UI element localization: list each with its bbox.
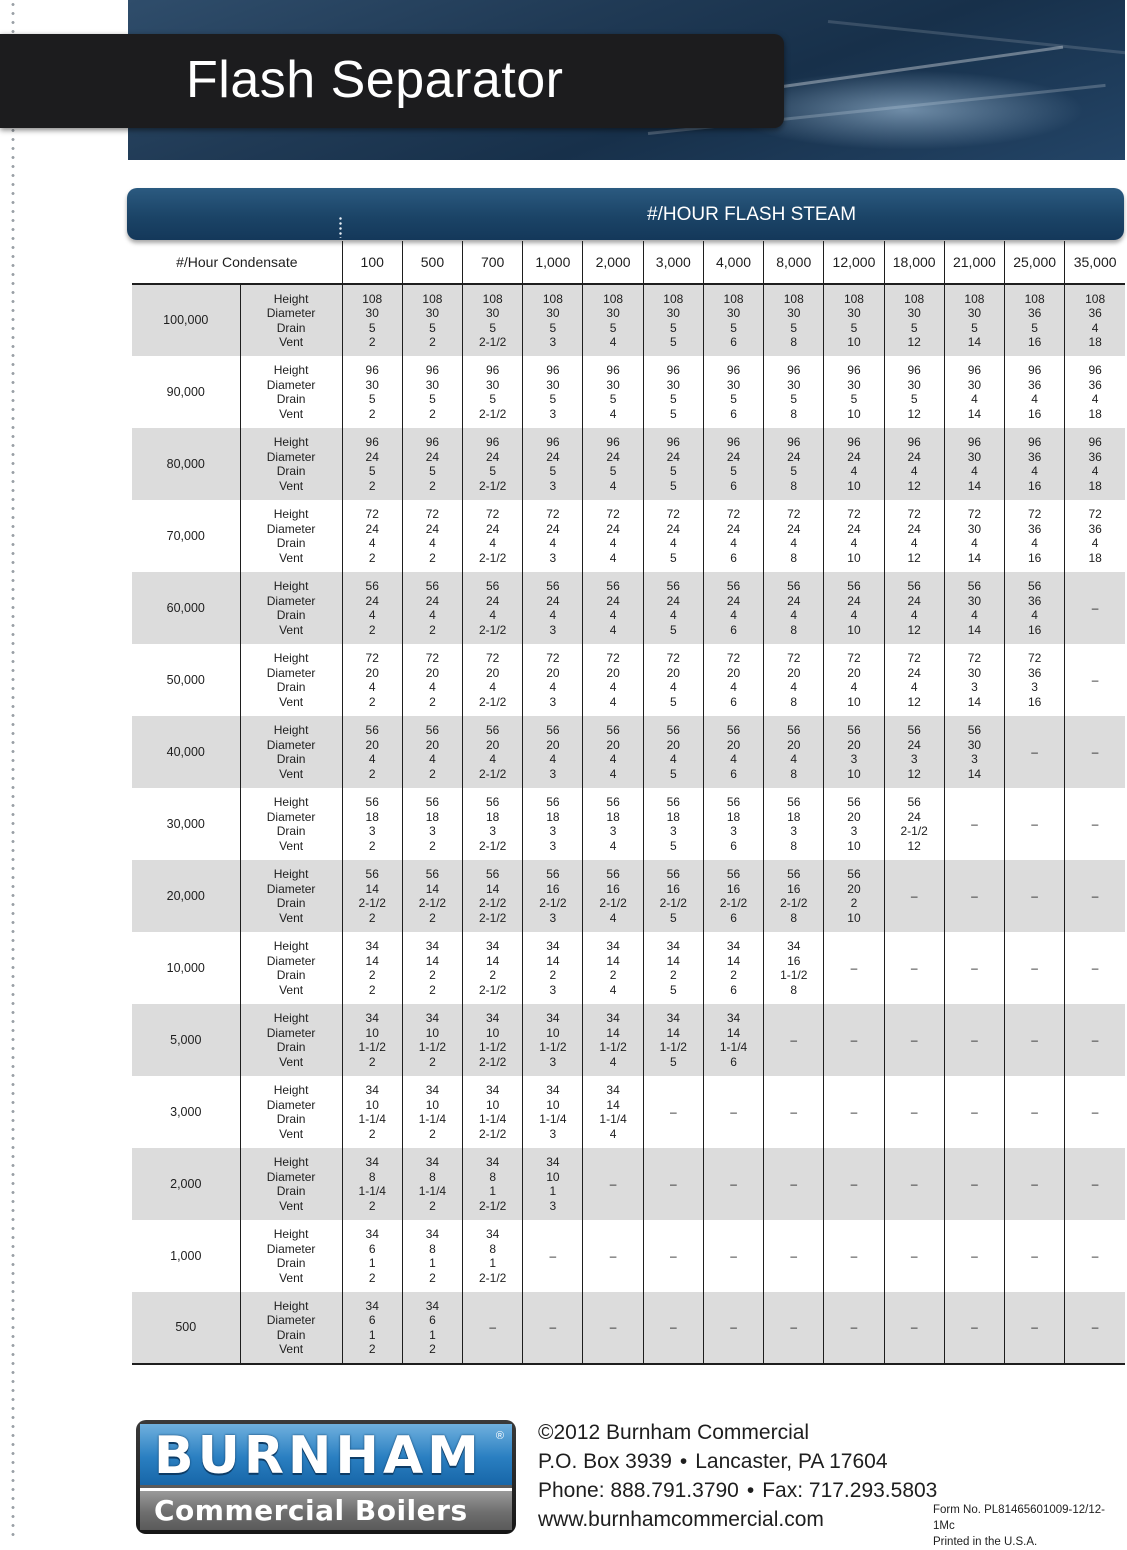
flash-steam-header-band: [127, 188, 1124, 240]
steam-column-header: 500: [402, 241, 462, 284]
table-cell: 96 24 5 6: [703, 428, 763, 500]
steam-column-header: 1,000: [523, 241, 583, 284]
attribute-labels: Height Diameter Drain Vent: [240, 572, 342, 644]
table-cell: –: [944, 1004, 1004, 1076]
table-cell: 96 36 4 18: [1065, 356, 1125, 428]
table-row: [132, 644, 1125, 716]
attribute-labels: Height Diameter Drain Vent: [240, 1004, 342, 1076]
table-cell: 34 14 1-1/4 4: [583, 1076, 643, 1148]
table-cell: 56 24 4 12: [884, 572, 944, 644]
table-cell: –: [824, 1220, 884, 1292]
condensate-value: 40,000: [132, 716, 240, 788]
table-cell: 56 20 4 8: [764, 716, 824, 788]
table-cell: 34 8 1 2-1/2: [463, 1148, 523, 1220]
table-cell: 108 30 5 12: [884, 284, 944, 356]
table-cell: 56 18 3 6: [703, 788, 763, 860]
steam-column-header: 100: [342, 241, 402, 284]
table-cell: 96 36 4 16: [1005, 428, 1065, 500]
table-cell: –: [1065, 644, 1125, 716]
attribute-labels: Height Diameter Drain Vent: [240, 788, 342, 860]
table-cell: 56 24 4 2: [342, 572, 402, 644]
header-dots: [339, 216, 342, 238]
table-cell: 96 24 5 2: [342, 428, 402, 500]
table-cell: 96 24 5 2-1/2: [463, 428, 523, 500]
table-cell: –: [944, 860, 1004, 932]
table-cell: 72 36 4 18: [1065, 500, 1125, 572]
table-cell: 72 20 4 3: [523, 644, 583, 716]
table-cell: 96 30 5 8: [764, 356, 824, 428]
table-cell: 72 24 4 6: [703, 500, 763, 572]
table-row: [132, 1004, 1125, 1076]
table-cell: –: [944, 1220, 1004, 1292]
table-cell: 72 20 4 6: [703, 644, 763, 716]
table-cell: 56 18 3 2: [342, 788, 402, 860]
table-cell: 56 16 2-1/2 8: [764, 860, 824, 932]
table-row: [132, 1292, 1125, 1364]
table-cell: 96 36 4 16: [1005, 356, 1065, 428]
table-cell: 34 6 1 2: [342, 1220, 402, 1292]
phone-line: [538, 1476, 937, 1505]
table-cell: –: [583, 1292, 643, 1364]
table-cell: 56 20 3 10: [824, 716, 884, 788]
condensate-value: 3,000: [170, 1104, 202, 1119]
table-cell: 56 24 4 5: [643, 572, 703, 644]
table-cell: 34 10 1-1/2 3: [523, 1004, 583, 1076]
table-cell: 34 10 1-1/2 2: [342, 1004, 402, 1076]
table-row: [132, 932, 1125, 1004]
table-row: [132, 860, 1125, 932]
logo-brand-text: BURNHAM: [154, 1426, 483, 1486]
table-cell: –: [1005, 860, 1065, 932]
steam-column-header: 2,000: [583, 241, 643, 284]
table-cell: –: [884, 1004, 944, 1076]
steam-column-header: 35,000: [1065, 241, 1125, 284]
table-cell: –: [1065, 932, 1125, 1004]
table-cell: 72 20 4 10: [824, 644, 884, 716]
table-cell: 72 36 4 16: [1005, 500, 1065, 572]
table-cell: 56 20 4 5: [643, 716, 703, 788]
table-cell: –: [1005, 1076, 1065, 1148]
table-cell: 96 30 5 6: [703, 356, 763, 428]
table-cell: –: [824, 932, 884, 1004]
table-cell: 56 20 2 10: [824, 860, 884, 932]
condensate-value: 5,000: [132, 1004, 240, 1076]
table-cell: 96 24 5 3: [523, 428, 583, 500]
attribute-labels: Height Diameter Drain Vent: [240, 428, 342, 500]
table-cell: 56 30 3 14: [944, 716, 1004, 788]
dotted-margin-line: [10, 0, 16, 1537]
table-cell: 96 24 5 5: [643, 428, 703, 500]
table-cell: 56 30 4 14: [944, 572, 1004, 644]
flash-steam-label: #/HOUR FLASH STEAM: [647, 204, 857, 225]
table-row: [132, 500, 1125, 572]
table-cell: 108 30 5 5: [643, 284, 703, 356]
table-cell: 72 20 4 2: [402, 644, 462, 716]
table-cell: 56 20 4 2-1/2: [463, 716, 523, 788]
table-cell: 72 20 4 8: [764, 644, 824, 716]
table-cell: 56 16 2-1/2 6: [703, 860, 763, 932]
table-cell: –: [1065, 1292, 1125, 1364]
table-cell: 96 24 4 12: [884, 428, 944, 500]
table-row: [132, 356, 1125, 428]
separator-dot: •: [746, 1479, 755, 1502]
table-header-row: [132, 241, 1125, 284]
table-cell: –: [944, 1148, 1004, 1220]
table-cell: 34 8 1-1/4 2: [402, 1148, 462, 1220]
table-cell: –: [1005, 1220, 1065, 1292]
condensate-value: 2,000: [132, 1148, 240, 1220]
table-cell: 56 18 3 8: [764, 788, 824, 860]
condensate-value: 60,000: [132, 572, 240, 644]
table-cell: –: [944, 788, 1004, 860]
table-cell: 34 6 1 2: [342, 1292, 402, 1364]
table-cell: –: [703, 1076, 763, 1148]
condensate-value: 80,000: [132, 428, 240, 500]
steam-column-header: 3,000: [643, 241, 703, 284]
table-cell: 34 6 1 2: [402, 1292, 462, 1364]
table-cell: 34 14 1-1/2 5: [643, 1004, 703, 1076]
table-cell: 96 30 4 14: [944, 356, 1004, 428]
steam-column-header: 8,000: [764, 241, 824, 284]
table-cell: 96 30 5 10: [824, 356, 884, 428]
table-row: [132, 284, 1125, 356]
table-cell: –: [1005, 1292, 1065, 1364]
table-cell: –: [703, 1148, 763, 1220]
condensate-value: 70,000: [166, 528, 205, 543]
table-cell: 108 36 5 16: [1005, 284, 1065, 356]
table-cell: 34 10 1-1/4 2: [402, 1076, 462, 1148]
table-cell: 72 20 4 4: [583, 644, 643, 716]
page-title: Flash Separator: [186, 51, 564, 109]
table-cell: 34 10 1-1/4 2-1/2: [463, 1076, 523, 1148]
table-cell: 96 30 5 4: [583, 356, 643, 428]
table-cell: –: [583, 1220, 643, 1292]
table-cell: –: [944, 932, 1004, 1004]
table-cell: 56 16 2-1/2 4: [583, 860, 643, 932]
table-cell: 56 20 4 4: [583, 716, 643, 788]
table-cell: 96 30 5 12: [884, 356, 944, 428]
table-cell: 108 30 5 4: [583, 284, 643, 356]
table-cell: 56 24 2-1/2 12: [884, 788, 944, 860]
steam-column-header: 4,000: [703, 241, 763, 284]
sizing-table: [132, 241, 1125, 1365]
table-cell: –: [764, 1076, 824, 1148]
condensate-value: 90,000: [166, 384, 205, 399]
table-cell: 72 36 3 16: [1005, 644, 1065, 716]
table-cell: 56 20 4 2: [342, 716, 402, 788]
steam-column-header: 25,000: [1005, 241, 1065, 284]
table-cell: 34 8 1 2: [402, 1220, 462, 1292]
table-cell: 72 24 4 2-1/2: [463, 500, 523, 572]
table-cell: 56 24 4 2-1/2: [463, 572, 523, 644]
table-row: [132, 1076, 1125, 1148]
table-cell: 34 14 2 2: [342, 932, 402, 1004]
table-cell: 34 14 1-1/4 6: [703, 1004, 763, 1076]
condensate-value: 100,000: [132, 284, 240, 356]
condensate-value: 20,000: [132, 860, 240, 932]
table-cell: 34 14 2 5: [643, 932, 703, 1004]
attribute-labels: Height Diameter Drain Vent: [240, 716, 342, 788]
table-cell: 56 20 4 3: [523, 716, 583, 788]
attribute-labels: Height Diameter Drain Vent: [240, 1076, 342, 1148]
table-row: [132, 1148, 1125, 1220]
table-cell: –: [944, 1292, 1004, 1364]
condensate-value: 1,000: [170, 1248, 202, 1263]
table-cell: 56 18 3 3: [523, 788, 583, 860]
table-cell: –: [643, 1220, 703, 1292]
table-cell: –: [884, 1292, 944, 1364]
table-cell: 96 30 5 3: [523, 356, 583, 428]
table-cell: –: [1065, 1004, 1125, 1076]
table-cell: 96 24 5 2: [402, 428, 462, 500]
table-cell: –: [1005, 788, 1065, 860]
table-cell: 56 14 2-1/2 2-1/2: [463, 860, 523, 932]
table-cell: 34 10 1-1/2 2: [402, 1004, 462, 1076]
table-cell: –: [884, 860, 944, 932]
table-cell: 96 30 5 2-1/2: [463, 356, 523, 428]
table-cell: 56 24 4 3: [523, 572, 583, 644]
city: Lancaster, PA 17604: [695, 1450, 888, 1473]
table-cell: –: [884, 1148, 944, 1220]
attribute-labels: Height Diameter Drain Vent: [240, 284, 342, 356]
table-cell: 34 14 2 2-1/2: [463, 932, 523, 1004]
po-box: P.O. Box 3939: [538, 1450, 672, 1473]
table-cell: 96 30 5 2: [342, 356, 402, 428]
table-cell: –: [523, 1292, 583, 1364]
table-cell: 34 10 1 3: [523, 1148, 583, 1220]
table-cell: 34 10 1-1/4 2: [342, 1076, 402, 1148]
table-cell: 56 18 3 2-1/2: [463, 788, 523, 860]
table-cell: –: [884, 932, 944, 1004]
title-tab: [0, 34, 784, 128]
table-cell: 72 24 4 12: [884, 500, 944, 572]
table-row: [132, 572, 1125, 644]
table-cell: 56 20 3 10: [824, 788, 884, 860]
attribute-labels: Height Diameter Drain Vent: [240, 860, 342, 932]
table-cell: 108 36 4 18: [1065, 284, 1125, 356]
table-cell: 96 24 5 4: [583, 428, 643, 500]
printed-in: Printed in the U.S.A.: [933, 1536, 1038, 1548]
table-cell: 96 24 4 10: [824, 428, 884, 500]
condensate-value: 500: [132, 1292, 240, 1364]
table-cell: 56 14 2-1/2 2: [402, 860, 462, 932]
table-cell: 72 24 4 10: [824, 500, 884, 572]
table-cell: –: [884, 1220, 944, 1292]
condensate-value: 10,000: [166, 960, 205, 975]
table-cell: 34 8 1 2-1/2: [463, 1220, 523, 1292]
attribute-labels: Height Diameter Drain Vent: [240, 1148, 342, 1220]
table-cell: 56 24 4 10: [824, 572, 884, 644]
steam-column-header: 12,000: [824, 241, 884, 284]
table-cell: 72 20 4 2-1/2: [463, 644, 523, 716]
table-row: [132, 428, 1125, 500]
table-cell: 96 36 4 18: [1065, 428, 1125, 500]
condensate-value: 30,000: [166, 816, 205, 831]
table-cell: 56 24 4 2: [402, 572, 462, 644]
table-cell: 56 24 4 8: [764, 572, 824, 644]
steam-column-header: 700: [463, 241, 523, 284]
table-cell: 34 14 2 6: [703, 932, 763, 1004]
table-cell: 72 24 4 3: [523, 500, 583, 572]
table-row: [132, 788, 1125, 860]
attribute-labels: Height Diameter Drain Vent: [240, 500, 342, 572]
form-number-block: [933, 1502, 1125, 1550]
table-cell: –: [884, 1076, 944, 1148]
table-row: [132, 716, 1125, 788]
table-cell: 56 20 4 2: [402, 716, 462, 788]
form-number: Form No. PL81465601009-12/12-1Mc: [933, 1504, 1105, 1532]
table-cell: 56 24 4 4: [583, 572, 643, 644]
table-cell: 56 24 4 6: [703, 572, 763, 644]
table-cell: 72 30 4 14: [944, 500, 1004, 572]
table-cell: –: [1065, 860, 1125, 932]
table-cell: 34 14 1-1/2 4: [583, 1004, 643, 1076]
fax: Fax: 717.293.5803: [762, 1479, 938, 1502]
table-cell: –: [1005, 1004, 1065, 1076]
table-cell: –: [824, 1076, 884, 1148]
table-cell: –: [1065, 1148, 1125, 1220]
table-cell: 56 16 2-1/2 3: [523, 860, 583, 932]
table-cell: –: [1065, 788, 1125, 860]
attribute-labels: Height Diameter Drain Vent: [240, 932, 342, 1004]
table-cell: 34 10 1-1/4 3: [523, 1076, 583, 1148]
table-cell: 56 18 3 2: [402, 788, 462, 860]
table-cell: 34 16 1-1/2 8: [764, 932, 824, 1004]
table-cell: 72 20 4 5: [643, 644, 703, 716]
table-cell: –: [1065, 572, 1125, 644]
table-cell: –: [643, 1148, 703, 1220]
table-cell: 34 14 2 3: [523, 932, 583, 1004]
table-cell: –: [764, 1292, 824, 1364]
table-cell: –: [824, 1004, 884, 1076]
table-cell: 108 30 5 3: [523, 284, 583, 356]
table-cell: 108 30 5 2-1/2: [463, 284, 523, 356]
table-cell: 34 10 1-1/2 2-1/2: [463, 1004, 523, 1076]
table-cell: –: [1005, 716, 1065, 788]
table-cell: 56 24 3 12: [884, 716, 944, 788]
attribute-labels: Height Diameter Drain Vent: [240, 644, 342, 716]
table-cell: 108 30 5 2: [402, 284, 462, 356]
attribute-labels: Height Diameter Drain Vent: [240, 1220, 342, 1292]
condensate-column-header: #/Hour Condensate: [176, 254, 298, 270]
table-cell: 56 14 2-1/2 2: [342, 860, 402, 932]
table-cell: 96 24 5 8: [764, 428, 824, 500]
table-cell: 72 24 4 12: [884, 644, 944, 716]
table-cell: 108 30 5 8: [764, 284, 824, 356]
table-cell: –: [764, 1148, 824, 1220]
logo-subtitle: Commercial Boilers: [154, 1494, 468, 1527]
table-cell: 96 30 5 5: [643, 356, 703, 428]
condensate-value: 50,000: [166, 672, 205, 687]
table-cell: 108 30 5 6: [703, 284, 763, 356]
table-cell: 56 18 3 5: [643, 788, 703, 860]
steam-column-header: 21,000: [944, 241, 1004, 284]
burnham-logo: [136, 1420, 516, 1534]
table-cell: 108 30 5 2: [342, 284, 402, 356]
table-cell: –: [1005, 932, 1065, 1004]
table-cell: 34 14 2 2: [402, 932, 462, 1004]
table-cell: –: [824, 1148, 884, 1220]
table-cell: –: [1065, 716, 1125, 788]
table-cell: –: [523, 1220, 583, 1292]
phone: Phone: 888.791.3790: [538, 1479, 739, 1502]
table-cell: 96 30 5 2: [402, 356, 462, 428]
table-cell: –: [824, 1292, 884, 1364]
table-cell: –: [463, 1292, 523, 1364]
table-cell: 72 24 4 2: [342, 500, 402, 572]
address-line: [538, 1447, 937, 1476]
separator-dot: •: [679, 1450, 688, 1473]
website-link[interactable]: www.burnhamcommercial.com: [538, 1508, 824, 1531]
table-cell: –: [1005, 1148, 1065, 1220]
copyright-line: ©2012 Burnham Commercial: [538, 1421, 810, 1444]
table-cell: 56 36 4 16: [1005, 572, 1065, 644]
table-cell: –: [1065, 1076, 1125, 1148]
table-cell: –: [643, 1292, 703, 1364]
table-cell: –: [764, 1004, 824, 1076]
table-cell: 72 24 4 8: [764, 500, 824, 572]
table-cell: 96 30 4 14: [944, 428, 1004, 500]
table-cell: 108 30 5 14: [944, 284, 1004, 356]
attribute-labels: Height Diameter Drain Vent: [240, 356, 342, 428]
table-cell: –: [944, 1076, 1004, 1148]
table-cell: 72 24 4 5: [643, 500, 703, 572]
table-cell: –: [643, 1076, 703, 1148]
table-cell: –: [703, 1292, 763, 1364]
table-cell: 72 20 4 2: [342, 644, 402, 716]
table-cell: 56 16 2-1/2 5: [643, 860, 703, 932]
registered-mark: ®: [495, 1430, 504, 1442]
table-cell: 56 18 3 4: [583, 788, 643, 860]
table-cell: 34 8 1-1/4 2: [342, 1148, 402, 1220]
steam-column-header: 18,000: [884, 241, 944, 284]
table-cell: –: [1065, 1220, 1125, 1292]
table-cell: 34 14 2 4: [583, 932, 643, 1004]
table-cell: –: [764, 1220, 824, 1292]
table-cell: –: [583, 1148, 643, 1220]
contact-block: [538, 1418, 937, 1534]
table-cell: 56 20 4 6: [703, 716, 763, 788]
table-cell: 72 24 4 4: [583, 500, 643, 572]
table-cell: 108 30 5 10: [824, 284, 884, 356]
table-cell: –: [703, 1220, 763, 1292]
table-cell: 72 24 4 2: [402, 500, 462, 572]
table-row: [132, 1220, 1125, 1292]
attribute-labels: Height Diameter Drain Vent: [240, 1292, 342, 1364]
table-cell: 72 30 3 14: [944, 644, 1004, 716]
